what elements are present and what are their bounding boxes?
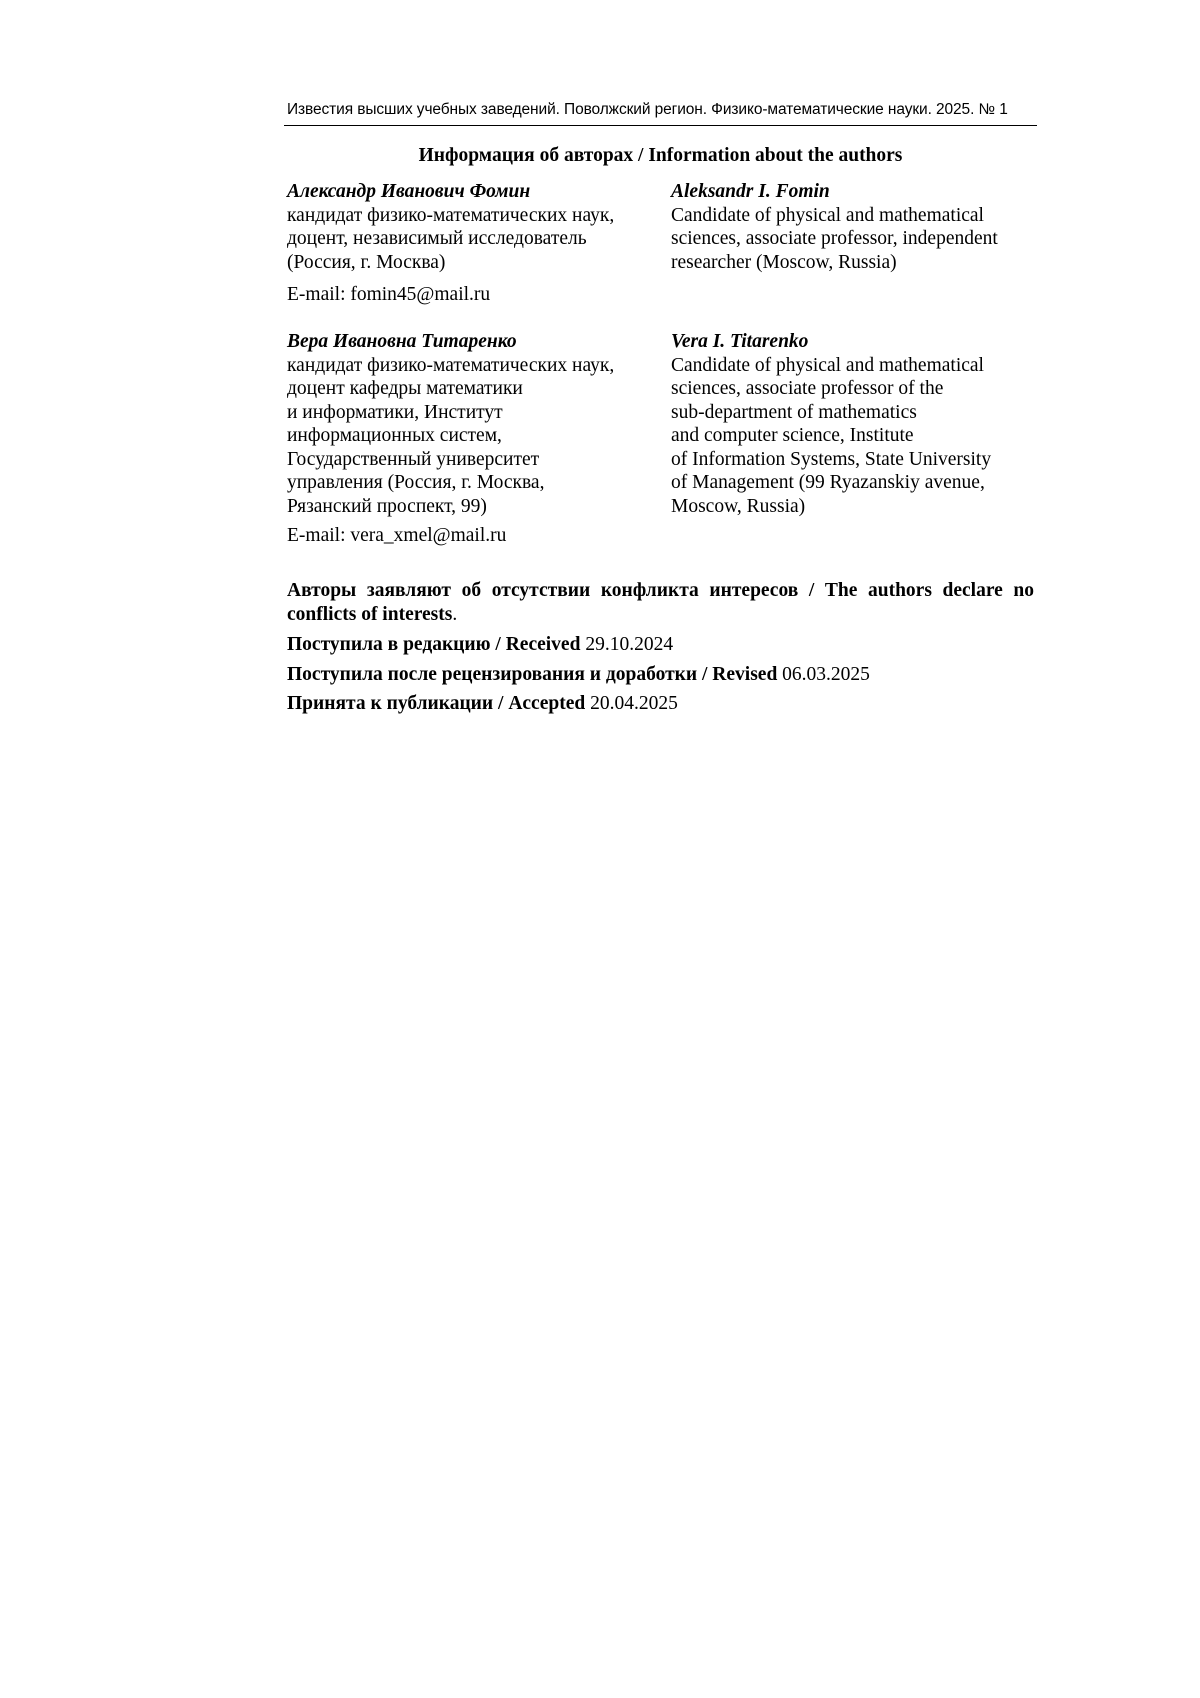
- revised-label: Поступила после рецензирования и доработки / Revised: [287, 663, 778, 685]
- received-label: Поступила в редакцию / Received: [287, 634, 581, 655]
- author-affiliation-ru-line: (Россия, г. Москва): [287, 251, 446, 273]
- conflict-period: .: [452, 603, 458, 625]
- author-affiliation-en-line: sciences, associate professor of the: [671, 378, 944, 399]
- author-affiliation-en-line: and computer science, Institute: [671, 425, 914, 446]
- author-ru-column: [287, 330, 662, 518]
- author-affiliation-ru-line: доцент кафедры математики: [287, 378, 523, 399]
- running-header: Известия высших учебных заведений. Поволжский регион. Физико-математические науки. 2025. № 1: [287, 101, 1008, 118]
- author-name-en: Aleksandr I. Fomin: [671, 181, 830, 202]
- author-affiliation-en-line: sub-department of mathematics: [671, 401, 917, 423]
- author-name-ru: Александр Иванович Фомин: [287, 181, 531, 202]
- declarations: [287, 579, 1034, 722]
- author-email: E-mail: fomin45@mail.ru: [287, 284, 491, 305]
- accepted-date: 20.04.2025: [590, 693, 678, 714]
- author-affiliation-en-line: Candidate of physical and mathematical: [671, 204, 984, 226]
- accepted-line: [287, 692, 1034, 716]
- author-affiliation-en-line: of Management (99 Ryazanskiy avenue,: [671, 472, 985, 493]
- author-affiliation-ru-line: информационных систем,: [287, 425, 502, 446]
- author-affiliation-en-line: Candidate of physical and mathematical: [671, 354, 984, 376]
- author-affiliation-ru-line: Государственный университет: [287, 448, 540, 470]
- author-name-en: Vera I. Titarenko: [671, 331, 809, 352]
- author-affiliation-ru-line: кандидат физико-математических наук,: [287, 354, 615, 376]
- revised-line: [287, 663, 1034, 687]
- received-line: [287, 633, 1034, 657]
- author-affiliation-en-line: sciences, associate professor, independent: [671, 228, 998, 249]
- section-title: Информация об авторах / Information about the authors: [418, 145, 903, 166]
- author-affiliation-ru-line: доцент, независимый исследователь: [287, 228, 587, 249]
- accepted-label: Принята к публикации / Accepted: [287, 693, 586, 714]
- author-name-ru: Вера Ивановна Титаренко: [287, 331, 517, 352]
- conflict-of-interest-statement: [287, 579, 1034, 626]
- header-rule: [284, 125, 1037, 126]
- author-entry: [287, 180, 1037, 305]
- author-affiliation-ru-line: кандидат физико-математических наук,: [287, 204, 615, 226]
- author-affiliation-en-line: researcher (Moscow, Russia): [671, 251, 897, 273]
- author-affiliation-ru-line: и информатики, Институт: [287, 401, 503, 423]
- conflict-text: Авторы заявляют об отсутствии конфликта интересов / The authors declare no conflicts of interests: [287, 580, 1034, 625]
- author-affiliation-en-line: of Information Systems, State University: [671, 448, 992, 470]
- revised-date: 06.03.2025: [782, 663, 870, 685]
- author-ru-column: [287, 180, 662, 274]
- author-affiliation-ru-line: управления (Россия, г. Москва,: [287, 472, 545, 493]
- author-en-column: [671, 330, 1041, 518]
- author-entry: [287, 330, 1037, 550]
- author-affiliation-en-line: Moscow, Russia): [671, 495, 806, 517]
- author-en-column: [671, 180, 1041, 274]
- author-email: E-mail: vera_xmel@mail.ru: [287, 525, 507, 546]
- received-date: 29.10.2024: [585, 634, 674, 655]
- author-affiliation-ru-line: Рязанский проспект, 99): [287, 495, 487, 517]
